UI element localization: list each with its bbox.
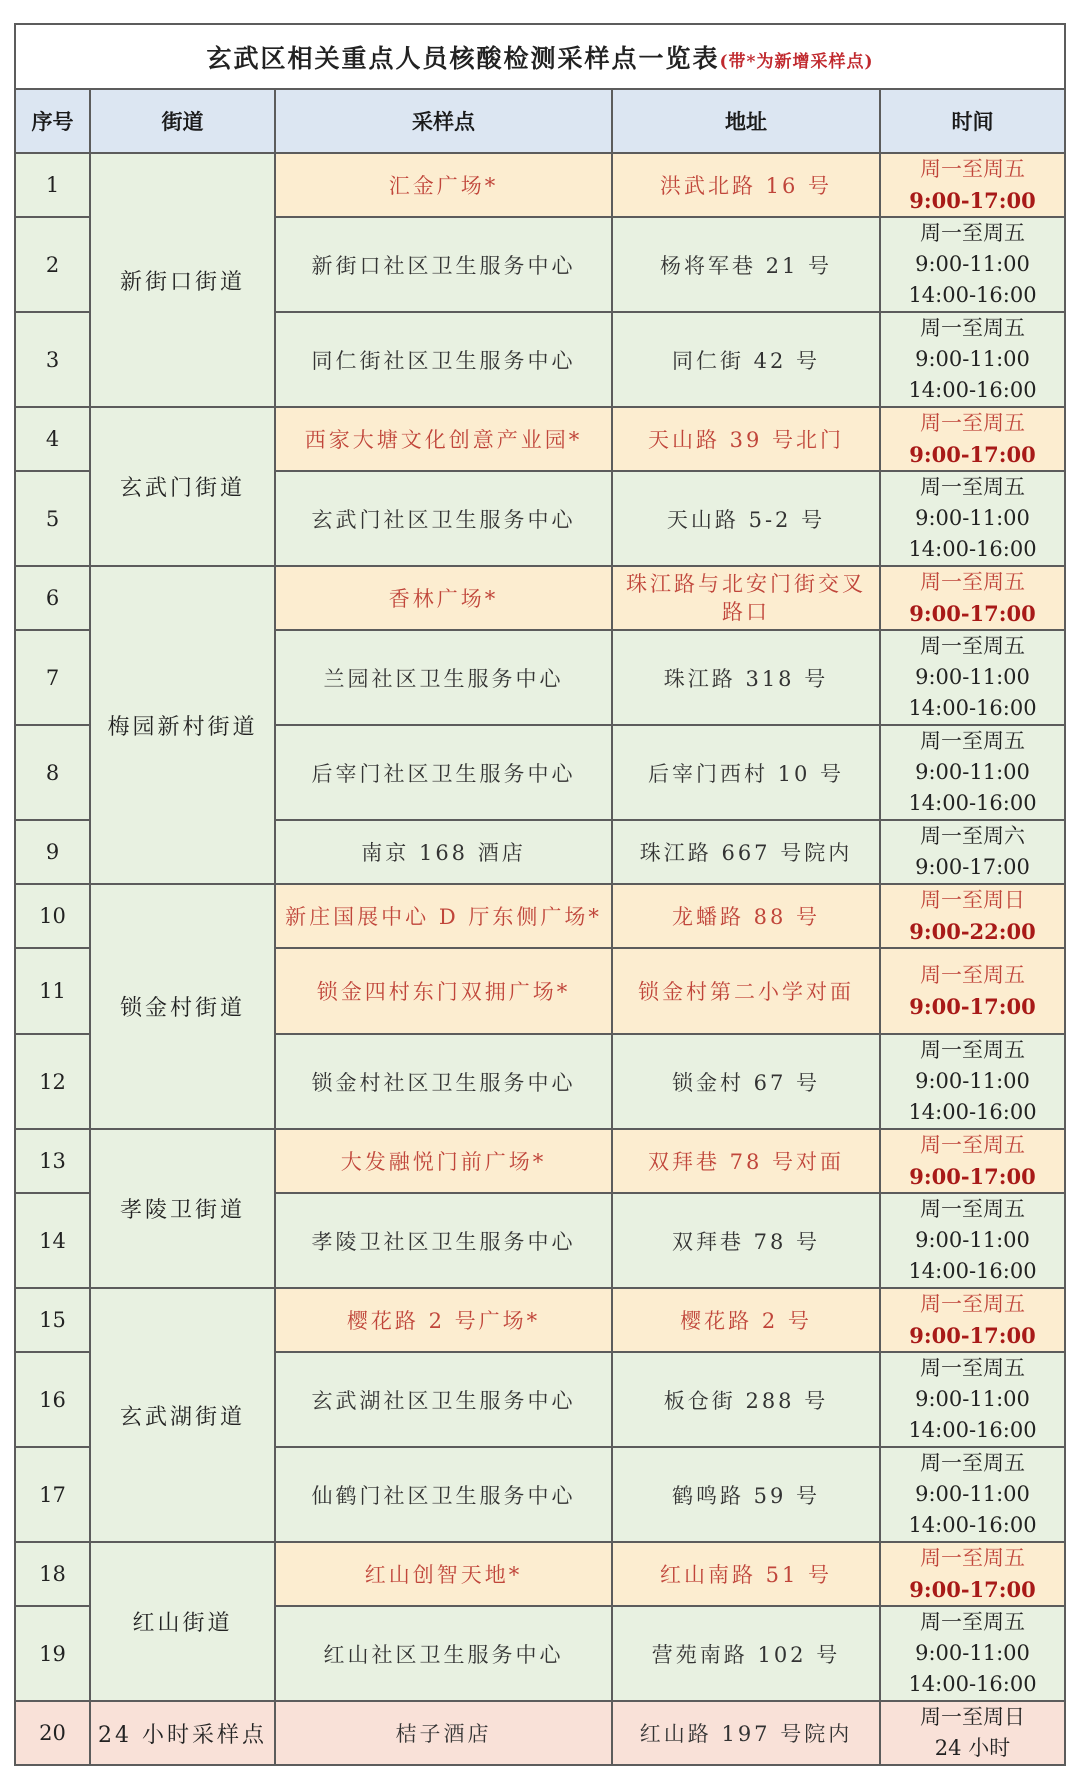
time-cell [880,566,1065,630]
row-number: 20 [15,1701,90,1765]
header-row [15,89,1065,153]
row-number: 3 [15,312,90,407]
site-cell: 红山创智天地* [275,1542,612,1606]
row-number: 8 [15,725,90,820]
time-hours: 9:00-11:00 [915,665,1030,689]
time-cell [880,820,1065,884]
time-hours: 9:00-17:00 [909,601,1036,626]
site-cell: 同仁街社区卫生服务中心 [275,312,612,407]
time-days: 周一至周五 [920,570,1025,594]
address-cell: 龙蟠路 88 号 [612,884,880,948]
time-days: 周一至周五 [920,729,1025,753]
row-number: 18 [15,1542,90,1606]
time-hours: 24 小时 [934,1736,1011,1760]
time-hours: 9:00-11:00 [915,506,1030,530]
time-hours: 9:00-11:00 [915,1641,1030,1665]
time-days: 周一至周五 [920,316,1025,340]
row-number: 15 [15,1288,90,1352]
street-cell: 锁金村街道 [90,884,275,1129]
table-row [15,407,1065,471]
row-number: 1 [15,153,90,217]
time-cell [880,471,1065,566]
time-hours: 9:00-17:00 [909,1323,1036,1348]
time-hours: 14:00-16:00 [908,537,1037,561]
table-title: 玄武区相关重点人员核酸检测采样点一览表 [206,43,720,73]
address-cell: 锁金村第二小学对面 [612,948,880,1034]
row-number: 11 [15,948,90,1034]
time-cell [880,1447,1065,1542]
header-time: 时间 [880,89,1065,153]
row-number: 19 [15,1606,90,1701]
site-cell: 桔子酒店 [275,1701,612,1765]
header-no: 序号 [15,89,90,153]
time-days: 周一至周五 [920,475,1025,499]
site-cell: 玄武门社区卫生服务中心 [275,471,612,566]
time-hours: 9:00-11:00 [915,1228,1030,1252]
table-title-cell [15,24,1065,89]
time-cell [880,1606,1065,1701]
time-days: 周一至周五 [920,411,1025,435]
time-days: 周一至周五 [920,1133,1025,1157]
address-cell: 杨将军巷 21 号 [612,217,880,312]
time-days: 周一至周五 [920,1451,1025,1475]
time-cell [880,725,1065,820]
address-cell: 樱花路 2 号 [612,1288,880,1352]
time-hours: 14:00-16:00 [908,696,1037,720]
time-hours: 9:00-17:00 [909,1164,1036,1189]
header-site: 采样点 [275,89,612,153]
table-row [15,1542,1065,1606]
address-cell: 板仓街 288 号 [612,1352,880,1447]
time-cell [880,1288,1065,1352]
site-cell: 新庄国展中心 D 厅东侧广场* [275,884,612,948]
address-cell: 红山路 197 号院内 [612,1701,880,1765]
sampling-sites-table [14,23,1066,1766]
row-number: 10 [15,884,90,948]
header-street: 街道 [90,89,275,153]
time-days: 周一至周五 [920,221,1025,245]
street-cell: 梅园新村街道 [90,566,275,884]
time-cell [880,1352,1065,1447]
time-hours: 14:00-16:00 [908,378,1037,402]
address-cell: 双拜巷 78 号 [612,1193,880,1288]
time-hours: 9:00-17:00 [909,1577,1036,1602]
time-days: 周一至周日 [920,1705,1025,1729]
time-hours: 9:00-11:00 [915,760,1030,784]
time-hours: 14:00-16:00 [908,1100,1037,1124]
street-cell: 新街口街道 [90,153,275,407]
header-address: 地址 [612,89,880,153]
time-days: 周一至周五 [920,963,1025,987]
time-hours: 9:00-11:00 [915,347,1030,371]
table-row [15,1288,1065,1352]
site-cell: 兰园社区卫生服务中心 [275,630,612,725]
time-cell [880,1701,1065,1765]
address-cell: 天山路 5-2 号 [612,471,880,566]
time-cell [880,1034,1065,1129]
site-cell: 仙鹤门社区卫生服务中心 [275,1447,612,1542]
row-number: 6 [15,566,90,630]
time-days: 周一至周五 [920,1546,1025,1570]
site-cell: 后宰门社区卫生服务中心 [275,725,612,820]
time-days: 周一至周五 [920,1038,1025,1062]
time-cell [880,1542,1065,1606]
table-title-note: (带*为新增采样点) [719,51,874,72]
time-cell [880,1193,1065,1288]
table-row [15,153,1065,217]
time-hours: 14:00-16:00 [908,791,1037,815]
address-cell: 双拜巷 78 号对面 [612,1129,880,1193]
table-row [15,566,1065,630]
time-days: 周一至周五 [920,1292,1025,1316]
street-cell: 玄武湖街道 [90,1288,275,1542]
address-cell: 红山南路 51 号 [612,1542,880,1606]
row-number: 2 [15,217,90,312]
site-cell: 西家大塘文化创意产业园* [275,407,612,471]
time-cell [880,312,1065,407]
site-cell: 红山社区卫生服务中心 [275,1606,612,1701]
time-days: 周一至周五 [920,1610,1025,1634]
row-number: 13 [15,1129,90,1193]
row-number: 14 [15,1193,90,1288]
time-hours: 9:00-22:00 [909,919,1036,944]
address-cell: 鹤鸣路 59 号 [612,1447,880,1542]
time-cell [880,407,1065,471]
time-hours: 14:00-16:00 [908,1672,1037,1696]
site-cell: 香林广场* [275,566,612,630]
table-row [15,1129,1065,1193]
site-cell: 南京 168 酒店 [275,820,612,884]
address-cell: 珠江路 318 号 [612,630,880,725]
row-number: 9 [15,820,90,884]
time-days: 周一至周五 [920,1356,1025,1380]
table-row [15,884,1065,948]
site-cell: 锁金四村东门双拥广场* [275,948,612,1034]
time-days: 周一至周五 [920,1197,1025,1221]
time-hours: 9:00-17:00 [909,442,1036,467]
sampling-sites-sheet [14,23,1064,1766]
site-cell: 孝陵卫社区卫生服务中心 [275,1193,612,1288]
row-number: 16 [15,1352,90,1447]
time-days: 周一至周五 [920,634,1025,658]
site-cell: 大发融悦门前广场* [275,1129,612,1193]
time-hours: 9:00-17:00 [909,994,1036,1019]
time-cell [880,948,1065,1034]
site-cell: 汇金广场* [275,153,612,217]
time-cell [880,153,1065,217]
row-number: 5 [15,471,90,566]
site-cell: 樱花路 2 号广场* [275,1288,612,1352]
time-hours: 14:00-16:00 [908,283,1037,307]
time-cell [880,1129,1065,1193]
time-hours: 9:00-17:00 [909,188,1036,213]
address-cell: 锁金村 67 号 [612,1034,880,1129]
street-cell: 孝陵卫街道 [90,1129,275,1288]
address-cell: 天山路 39 号北门 [612,407,880,471]
time-hours: 14:00-16:00 [908,1418,1037,1442]
street-cell: 玄武门街道 [90,407,275,566]
address-cell: 同仁街 42 号 [612,312,880,407]
row-number: 12 [15,1034,90,1129]
row-number: 17 [15,1447,90,1542]
time-hours: 9:00-17:00 [915,855,1030,879]
time-hours: 14:00-16:00 [908,1259,1037,1283]
site-cell: 新街口社区卫生服务中心 [275,217,612,312]
time-days: 周一至周六 [920,824,1025,848]
address-cell: 洪武北路 16 号 [612,153,880,217]
time-days: 周一至周日 [920,888,1025,912]
address-cell: 珠江路 667 号院内 [612,820,880,884]
row-number: 7 [15,630,90,725]
site-cell: 锁金村社区卫生服务中心 [275,1034,612,1129]
time-cell [880,217,1065,312]
time-cell [880,884,1065,948]
address-cell: 营苑南路 102 号 [612,1606,880,1701]
street-cell: 24 小时采样点 [90,1701,275,1765]
time-hours: 9:00-11:00 [915,252,1030,276]
time-hours: 9:00-11:00 [915,1482,1030,1506]
street-cell: 红山街道 [90,1542,275,1701]
time-hours: 14:00-16:00 [908,1513,1037,1537]
row-number: 4 [15,407,90,471]
site-cell: 玄武湖社区卫生服务中心 [275,1352,612,1447]
time-cell [880,630,1065,725]
time-days: 周一至周五 [920,157,1025,181]
time-hours: 9:00-11:00 [915,1069,1030,1093]
address-cell: 后宰门西村 10 号 [612,725,880,820]
address-cell: 珠江路与北安门街交叉路口 [612,566,880,630]
table-row [15,1701,1065,1765]
time-hours: 9:00-11:00 [915,1387,1030,1411]
